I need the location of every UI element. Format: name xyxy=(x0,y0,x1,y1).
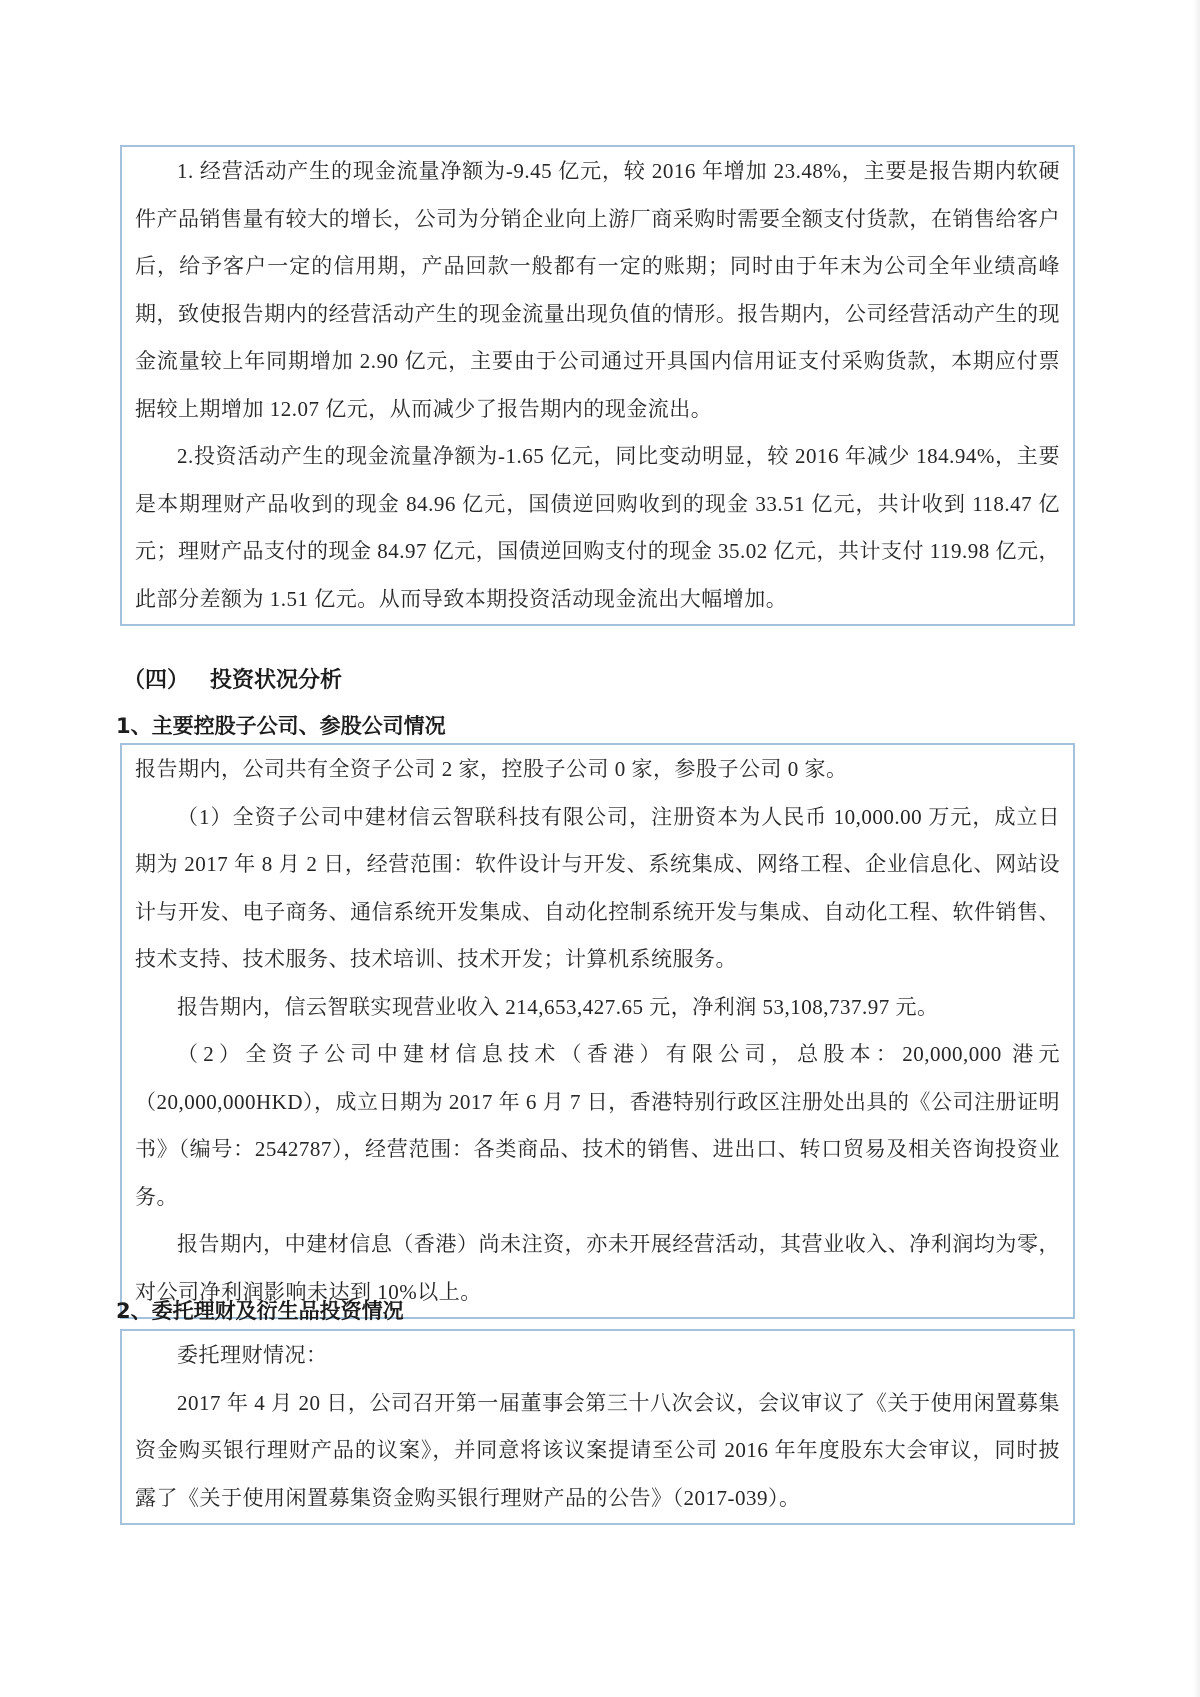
paragraph-subsidiary-1-results: 报告期内，信云智联实现营业收入 214,653,427.65 元，净利润 53,108,737.97 元。 xyxy=(177,994,939,1019)
paragraph-subsidiary-2-status: 报告期内，中建材信息（香港）尚未注资，亦未开展经营活动，其营业收入、净利润均为零，对公司净利润影响未达到 10%以上。 xyxy=(135,1232,1060,1304)
paragraph-operating-cash-flow: 1. 经营活动产生的现金流量净额为-9.45 亿元，较 2016 年增加 23.48%，主要是报告期内软硬件产品销售量有较大的增长，公司为分销企业向上游厂商采购时需要全额支付货款，在销售给客户后，给予客户一定的信用期，产品回款一般都有一定的账期；同时由于年末为公司全年业绩高峰期，致使报告期内的经营活动产生的现金流量出现负值的情形。报告期内，公司经营活动产生的现金流量较上年同期增加 2.90 亿元，主要由于公司通过开具国内信用证支付采购货款，本期应付票据较上期增加 12.07 亿元，从而减少了报告期内的现金流出。 xyxy=(135,159,1060,421)
section-title: 投资状况分析 xyxy=(210,668,343,693)
section-number: （四） xyxy=(123,668,190,693)
subsidiaries-box xyxy=(120,743,1075,1319)
paragraph-subsidiary-1: （1）全资子公司中建材信云智联科技有限公司，注册资本为人民币 10,000.00 万元，成立日期为 2017 年 8 月 2 日，经营范围：软件设计与开发、系统集成、网络工程、企业信息化、网站设计与开发、电子商务、通信系统开发集成、自动化控制系统开发与集成、自动化工程、软件销售、技术支持、技术服务、技术培训、技术开发；计算机系统服务。 xyxy=(135,804,1060,971)
cash-flow-analysis-box xyxy=(120,145,1075,626)
section-heading-investment-analysis xyxy=(123,666,342,696)
subheading-entrusted-investment: 2、委托理财及衍生品投资情况 xyxy=(116,1299,404,1323)
paragraph-subsidiary-2: （2）全资子公司中建材信息技术（香港）有限公司，总股本：20,000,000 港元（20,000,000HKD），成立日期为 2017 年 6 月 7 日，香港特别行政区注册处出具的《公司注册证明书》（编号：2542787），经营范围：各类商品、技术的销售、进出口、转口贸易及相关咨询投资业务。 xyxy=(135,1042,1060,1209)
paragraph-entrusted-intro: 委托理财情况： xyxy=(177,1343,328,1367)
paragraph-investing-cash-flow: 2.投资活动产生的现金流量净额为-1.65 亿元，同比变动明显，较 2016 年减少 184.94%，主要是本期理财产品收到的现金 84.96 亿元，国债逆回购收到的现金 33.51 亿元，共计收到 118.47 亿元；理财产品支付的现金 84.97 亿元，国债逆回购支付的现金 35.02 亿元，共计支付 119.98 亿元，此部分差额为 1.51 亿元。从而导致本期投资活动现金流出大幅增加。 xyxy=(135,444,1060,611)
subheading-subsidiaries: 1、主要控股子公司、参股公司情况 xyxy=(116,714,446,738)
paragraph-entrusted-resolution: 2017 年 4 月 20 日，公司召开第一届董事会第三十八次会议，会议审议了《关于使用闲置募集资金购买银行理财产品的议案》，并同意将该议案提请至公司 2016 年年度股东大会审议，同时披露了《关于使用闲置募集资金购买银行理财产品的公告》（2017-039）。 xyxy=(135,1390,1060,1510)
entrusted-wealth-management-box xyxy=(120,1329,1075,1525)
paragraph-subsidiary-count: 报告期内，公司共有全资子公司 2 家，控股子公司 0 家，参股子公司 0 家。 xyxy=(135,757,848,781)
